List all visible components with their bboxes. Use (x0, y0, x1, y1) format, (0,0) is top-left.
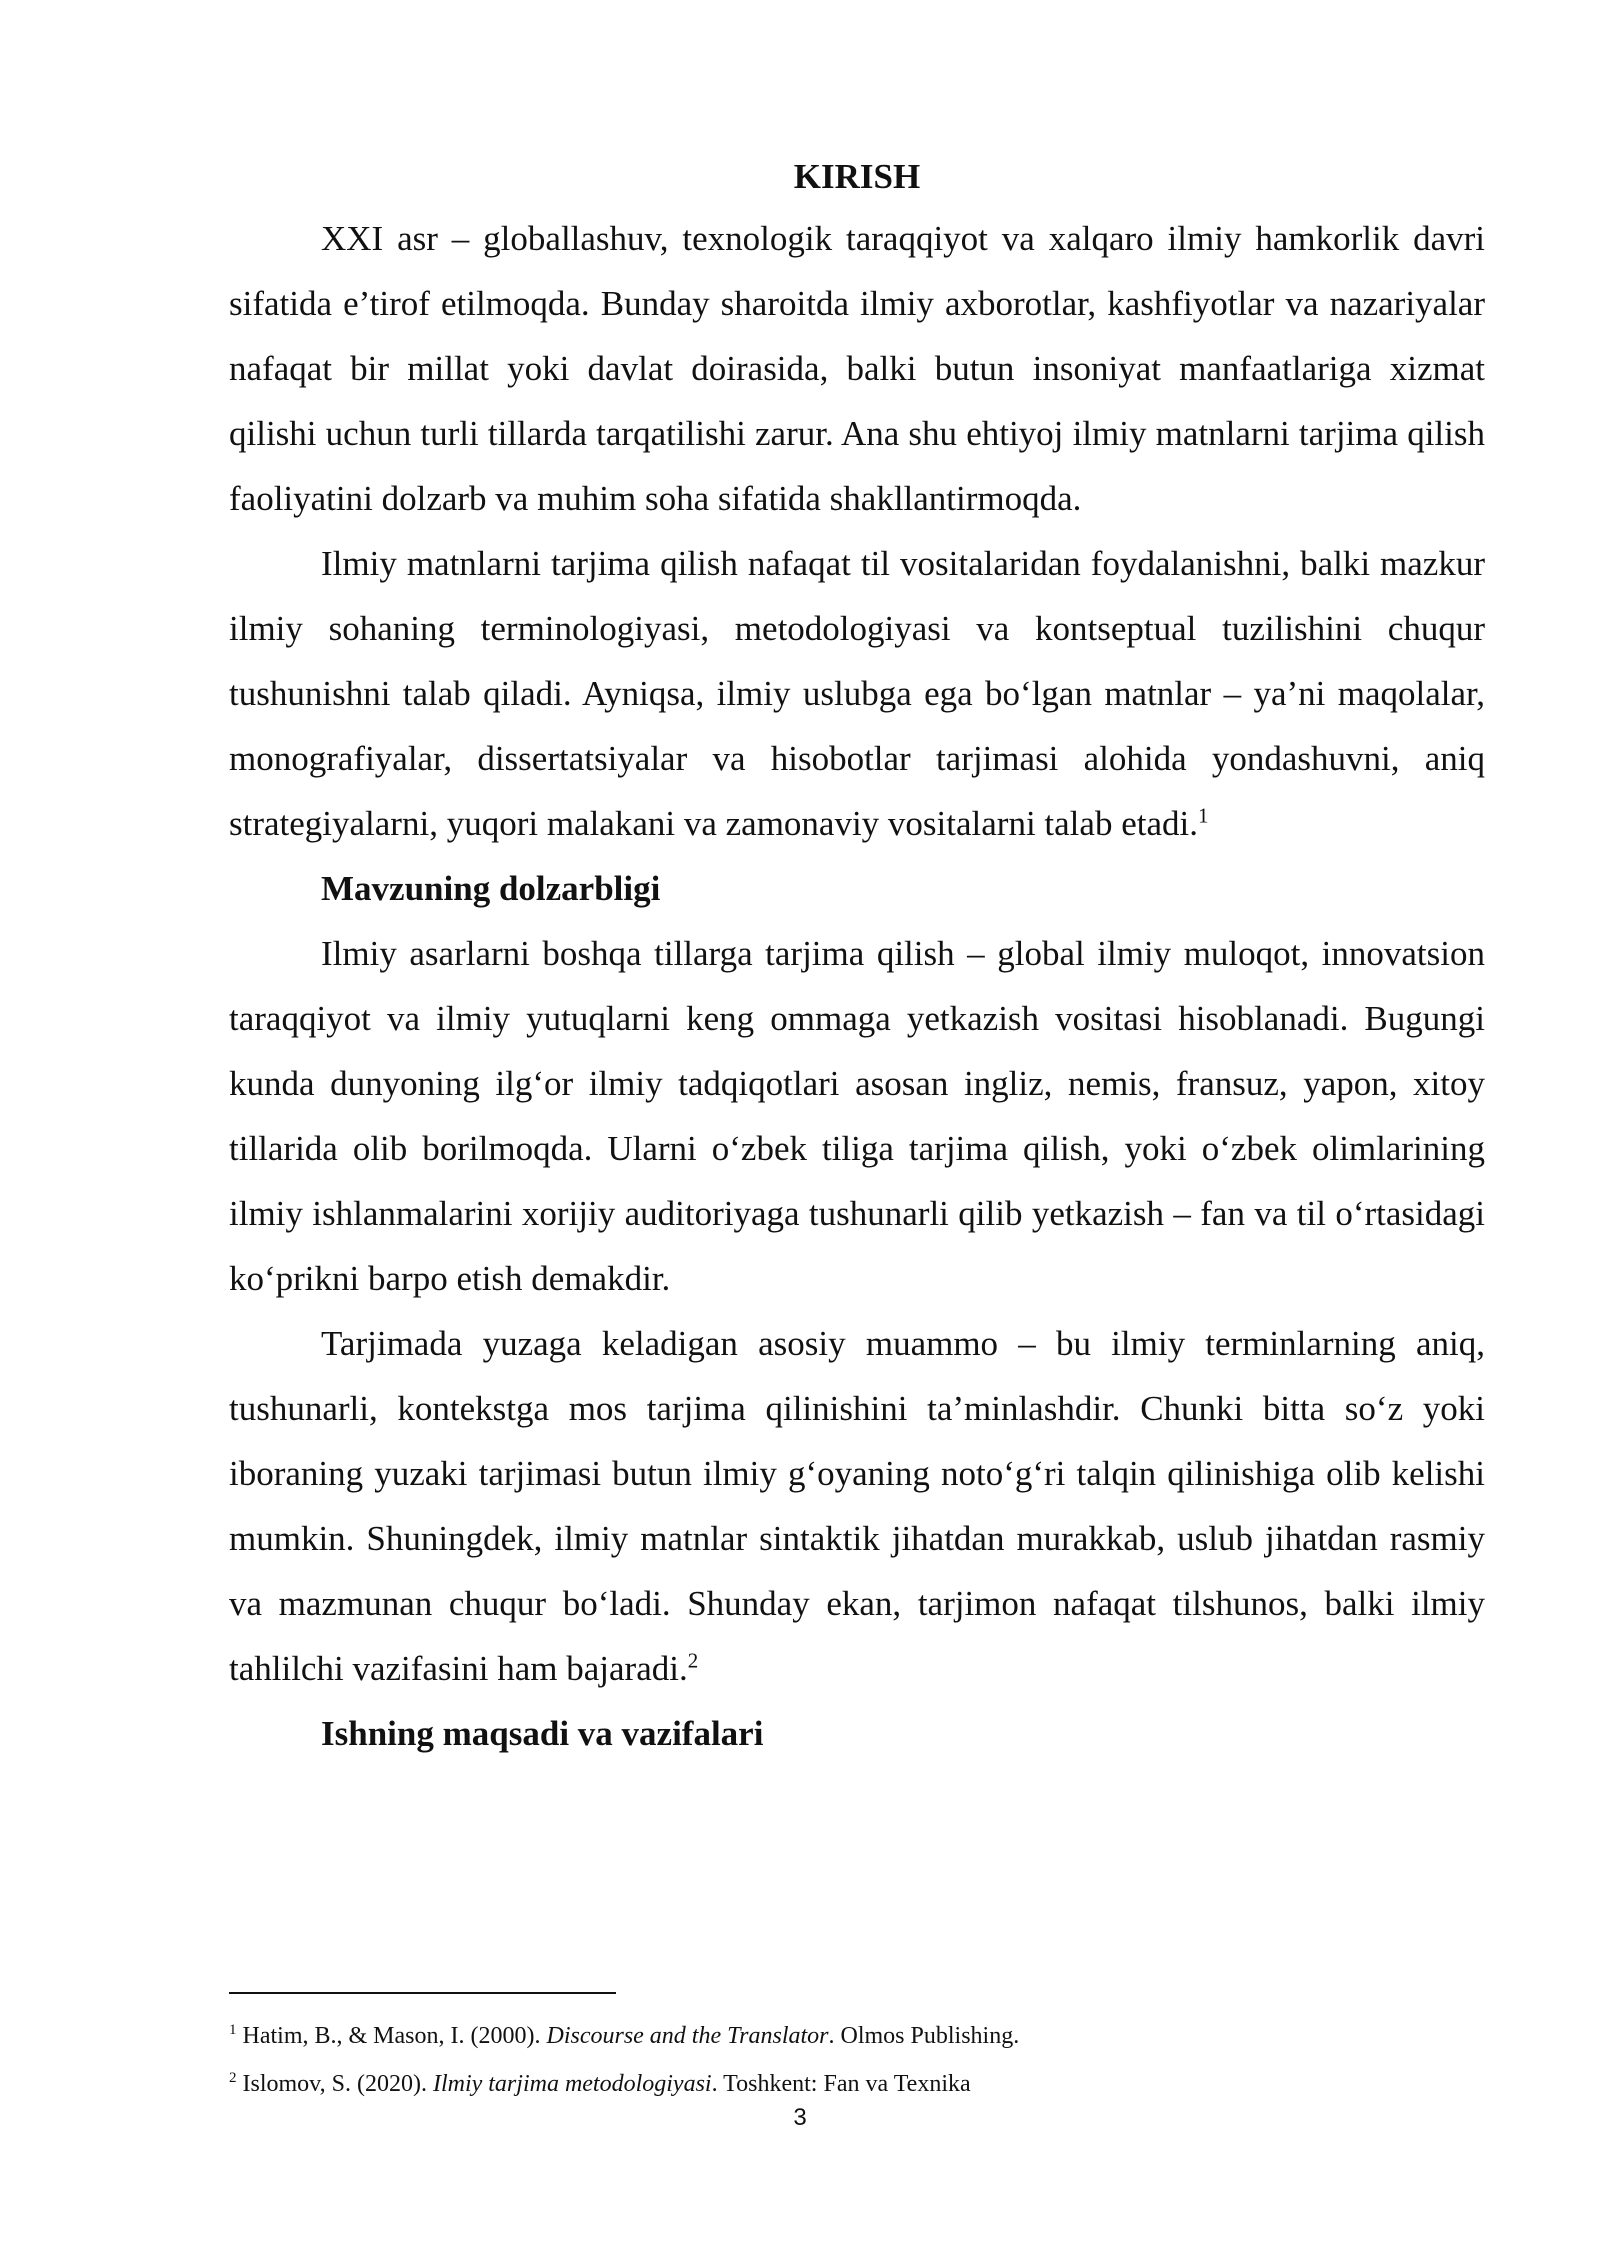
section-title: KIRISH (793, 157, 921, 196)
footnote-1-number: 1 (229, 2022, 237, 2038)
footnote-2-title: Ilmiy tarjima metodologiyasi (432, 2071, 712, 2097)
paragraph-1: XXI asr – globallashuv, texnologik taraqqiyot va xalqaro ilmiy hamkorlik davri sifatida e’tirof etilmoqda. Bunday sharoitda ilmiy axborotlar, kashfiyotlar va nazariyalar nafaqat bir millat yoki davlat doirasida, balki butun insoniyat manfaatlariga xizmat qilishi uchun turli tillarda tarqatilishi zarur. Ana shu ehtiyoj ilmiy matnlarni tarjima qilish faoliyatini dolzarb va muhim soha sifatida shakllantirmoqda. (229, 219, 1485, 518)
page-number: 3 (793, 2104, 807, 2131)
paragraph-3: Ilmiy asarlarni boshqa tillarga tarjima qilish – global ilmiy muloqot, innovatsion taraqqiyot va ilmiy yutuqlarni keng ommaga yetkazish vositasi hisoblanadi. Bugungi kunda dunyoning ilgʻor ilmiy tadqiqotlari asosan ingliz, nemis, fransuz, yapon, xitoy tillarida olib borilmoqda. Ularni oʻzbek tiliga tarjima qilish, yoki oʻzbek olimlarining ilmiy ishlanmalarini xorijiy auditoriyaga tushunarli qilib yetkazish – fan va til oʻrtasidagi koʻprikni barpo etish demakdir. (229, 934, 1485, 1298)
footnote-divider (229, 1992, 616, 1994)
footnote-1-publisher: . Olmos Publishing. (828, 2023, 1020, 2049)
paragraph-4-text: Tarjimada yuzaga keladigan asosiy muammo – bu ilmiy terminlarning aniq, tushunarli, kontekstga mos tarjima qilinishini ta’minlashdir. Chunki bitta soʻz yoki iboraning yuzaki tarjimasi butun ilmiy gʻoyaning notoʻgʻri talqin qilinishiga olib kelishi mumkin. Shuningdek, ilmiy matnlar sintaktik jihatdan murakkab, uslub jihatdan rasmiy va mazmunan chuqur boʻladi. Shunday ekan, tarjimon nafaqat tilshunos, balki ilmiy tahlilchi vazifasini ham bajaradi. (229, 1324, 1485, 1688)
paragraph-2 (229, 531, 1485, 856)
footnote-2-number: 2 (229, 2070, 237, 2086)
paragraph-2-text: Ilmiy matnlarni tarjima qilish nafaqat til vositalaridan foydalanishni, balki mazkur ilmiy sohaning terminologiyasi, metodologiyasi va kontseptual tuzilishini chuqur tushunishni talab qiladi. Ayniqsa, ilmiy uslubga ega boʻlgan matnlar – ya’ni maqolalar, monografiyalar, dissertatsiyalar va hisobotlar tarjimasi alohida yondashuvni, aniq strategiyalarni, yuqori malakani va zamonaviy vositalarni talab etadi. (229, 544, 1485, 843)
footnote-1-title: Discourse and the Translator (546, 2023, 829, 2049)
footnote-2-publisher: . Toshkent: Fan va Texnika (711, 2071, 971, 2097)
paragraph-4 (229, 1311, 1485, 1701)
footnote-2-authors: Islomov, S. (2020). (236, 2071, 433, 2097)
subheading-goals: Ishning maqsadi va vazifalari (321, 1714, 764, 1753)
footnote-2 (229, 2060, 1485, 2108)
footnote-ref-1[interactable]: 1 (1197, 803, 1209, 828)
footnote-1 (229, 2012, 1485, 2060)
subheading-relevance: Mavzuning dolzarbligi (321, 869, 661, 908)
main-text (229, 148, 1485, 1766)
footnote-1-authors: Hatim, B., & Mason, I. (2000). (236, 2023, 547, 2049)
footnotes-section (229, 1992, 1485, 2108)
footnote-ref-2[interactable]: 2 (687, 1648, 699, 1673)
